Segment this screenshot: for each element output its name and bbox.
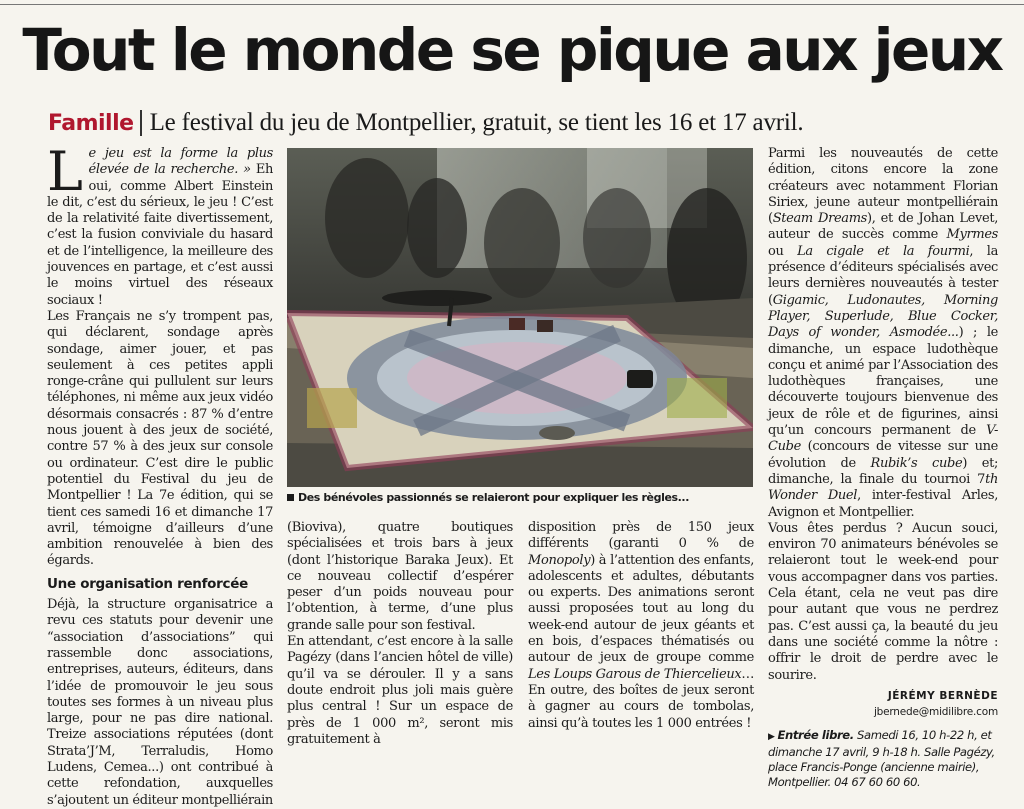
photo-caption	[287, 491, 753, 504]
article-column-4	[768, 146, 998, 790]
intro-text: Eh oui, comme Albert Einstein le dit, c’est du sérieux, le jeu ! C’est de la relativité faite divertissement, c’est la fusion conviviale du hasard et de l’intelligence, la meilleure des jouvences en partage, et c’est aussi le moins virtuel des réseaux sociaux !	[47, 162, 273, 308]
article-column-3	[528, 520, 754, 732]
t8: , inter-festival Arles, Avignon et Montpellier.	[768, 488, 998, 520]
author-signature: JÉRÉMY BERNÈDE	[887, 689, 998, 702]
t7: ) et; dimanche, la finale du tournoi 7	[768, 455, 998, 487]
dropcap: L	[47, 140, 83, 203]
monopoly-title: Monopoly	[528, 552, 591, 568]
author-email[interactable]: jbernede@midilibre.com	[873, 706, 998, 719]
deck-subtitle: Le festival du jeu de Montpellier, gratuit, se tient les 16 et 17 avril.	[149, 109, 804, 136]
rubik-title: Rubik’s cube	[870, 455, 963, 471]
loups-garous-title: Les Loups Garous de Thiercelieux	[528, 666, 742, 682]
caption-square-icon	[287, 494, 294, 501]
paragraph-structure: Déjà, la structure organisatrice a revu ces statuts pour devenir une “association d’associations” qui rassemble donc associations, entreprises, auteurs, éditeurs, dans l’idée de promouvoir le jeu sous toutes ses formes à un niveau plus large, pour ne pas dire national. Treize associations réputées (dont Strata’J’M, Terraludis, Homo Ludens, Cemea...) ont contribué à cette refondation, auxquelles s’ajoutent un éditeur montpelliérain	[47, 597, 273, 808]
cigale-title: La cigale et la fourmi	[797, 243, 970, 259]
article-column-2	[287, 520, 513, 748]
t3: ou	[768, 243, 798, 259]
paragraph-disposition	[528, 520, 754, 732]
headline: Tout le monde se pique aux jeux	[22, 16, 1002, 84]
text-b: ) à l’attention des enfants, adolescents et adultes, débutants ou experts. Des animations seront aussi proposées tout au long du week-end autour de jeux géants et en bois, d’espaces thématisés ou autour de jeux de groupe comme	[528, 552, 754, 666]
paragraph-nouveautes	[768, 146, 998, 521]
paragraph-intro	[47, 140, 273, 309]
vcube-title: V-Cube	[768, 423, 998, 455]
t4: , la présence d’éditeurs spécialisés avec leurs dernières nouveautés à tester (	[768, 243, 998, 308]
t5: ) ; le dimanche, un espace ludothèque conçu et animé par l’Association des ludothèques françaises, une découverte toujours bienvenue des jeux de rôle et de figurines, ainsi qu’un concours permanent de	[768, 325, 998, 439]
wonder-duel-title: th Wonder Duel	[768, 471, 998, 504]
deck-separator	[140, 110, 142, 136]
paragraph-pagezy: En attendant, c’est encore à la salle Pagézy (dans l’ancien hôtel de ville) qu’il va se dérouler. Il y a sans doute endroit plus joli mais guère plus central ! Sur un espace de près de 1 000 m², seront mis gratuitement à	[287, 634, 513, 747]
text-a: disposition près de 150 jeux différents (garanti 0 % de	[528, 520, 754, 552]
myrmes-title: Myrmes	[946, 227, 998, 243]
kicker-famille: Famille	[48, 110, 134, 136]
practical-info	[768, 728, 998, 790]
triangle-icon: ▶	[768, 732, 775, 743]
editeurs-list: Gigamic, Ludonautes, Morning Player, Superlude, Blue Cocker, Days of wonder, Asmodée...	[768, 292, 998, 341]
photo-board-game	[287, 148, 753, 487]
photo-illustration	[287, 148, 753, 487]
t2: ), et de Johan Levet, auteur de succès comme	[768, 211, 998, 243]
caption-text: Des bénévoles passionnés se relaieront pour expliquer les règles...	[298, 491, 689, 504]
deck	[48, 106, 803, 140]
paragraph-bioviva: (Bioviva), quatre boutiques spécialisées et trois bars à jeux (dont l’historique Baraka Jeux). Et ce nouveau collectif d’espérer peser d’un poids nouveau pour l’obtention, à terme, d’une plus grande salle pour son festival.	[287, 520, 513, 633]
t6: (concours de vitesse sur une évolution de	[768, 439, 998, 471]
paragraph-perdus: Vous êtes perdus ? Aucun souci, environ 70 animateurs bénévoles se relaieront tout le week-end pour vous accompagner dans vos parties. Cela étant, cela ne veut pas dire pour autant que vous ne perdrez pas. C’est aussi ça, la beauté du jeu dans une société comme la nôtre : offrir le droit de perdre avec le sourire.	[768, 520, 998, 683]
paragraph-francais: Les Français ne s’y trompent pas, qui déclarent, sondage après sondage, aimer jouer, et pas seulement à ces petites appli ronge-crâne qui pullulent sur leurs téléphones, ni même aux jeux vidéo désormais consacrés : 87 % d’entre nous jouent à des jeux de société, contre 57 % à des jeux sur console ou ordinateur. C’est dire le public potentiel du Festival du jeu de Montpellier ! La 7e édition, qui se tient ces samedi 16 et dimanche 17 avril, témoigne d’ailleurs d’une ambition renouvelée à bien des égards.	[47, 308, 273, 569]
steam-dreams-title: Steam Dreams	[772, 211, 868, 227]
article-column-1	[47, 140, 273, 809]
einstein-quote: e jeu est la forme la plus élevée de la recherche. »	[88, 146, 273, 178]
subhead-organisation: Une organisation renforcée	[47, 575, 248, 592]
text-c: … En outre, des boîtes de jeux seront à gagner au cours de tombolas, ainsi qu’à toutes les 1 000 entrées !	[528, 666, 754, 731]
info-label: Entrée libre.	[777, 728, 854, 743]
t1: Parmi les nouveautés de cette édition, citons encore la zone créateurs avec notamment Florian Siriex, jeune auteur montpelliérain (	[768, 146, 998, 227]
info-text: Samedi 16, 10 h-22 h, et dimanche 17 avril, 9 h-18 h. Salle Pagézy, place Francis-Ponge (ancienne mairie), Montpellier. 04 67 60 60 60.	[768, 728, 995, 790]
top-rule	[0, 4, 1024, 5]
